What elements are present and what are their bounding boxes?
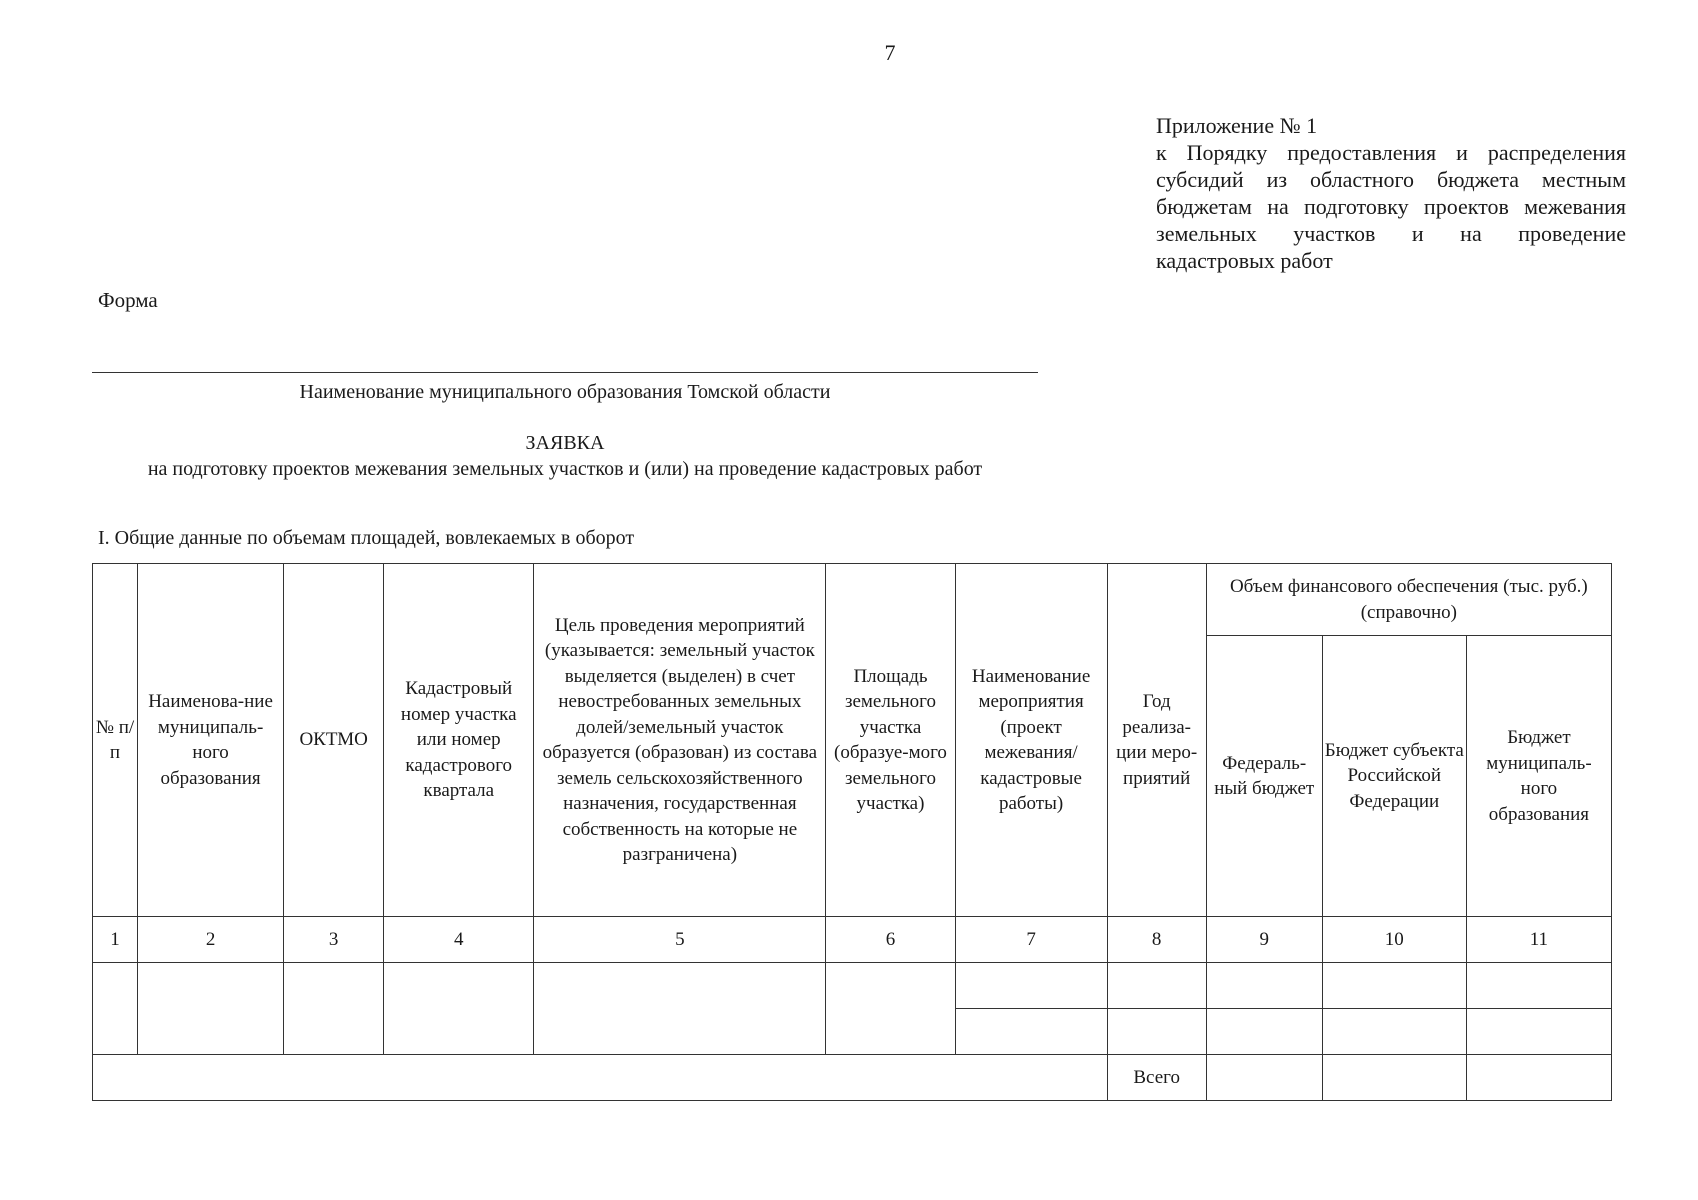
header-purpose: Цель проведения мероприятий (указывается: земельный участок выделяется (выделен) в счет невостребованных земельных долей/земельный участок образуется (образован) из состава земель сельскохозяйственного назначения, государственная собственность на которые не разграничена) [534, 564, 826, 917]
municipality-caption: Наименование муниципального образования Томской области [299, 381, 831, 403]
header-number: № п/п [93, 564, 138, 917]
column-number: 6 [826, 917, 955, 963]
data-row-1 [93, 963, 1612, 1009]
heading-subtitle: на подготовку проектов межевания земельных участков и (или) на проведение кадастровых работ [147, 458, 983, 480]
empty-cell[interactable] [1322, 1009, 1466, 1055]
appendix-body: к Порядку предоставления и распределения субсидий из областного бюджета местным бюджетам на подготовку проектов межевания земельных участков и на проведение кадастровых работ [1156, 140, 1626, 273]
header-cadastral-number: Кадастровый номер участка или номер кадастрового квартала [384, 564, 534, 917]
header-oktmo: ОКТМО [284, 564, 384, 917]
column-numbers-row [93, 917, 1612, 963]
column-number: 1 [93, 917, 138, 963]
empty-cell[interactable] [1107, 963, 1206, 1009]
column-number: 7 [955, 917, 1107, 963]
header-federal-budget: Федераль-ный бюджет [1206, 636, 1322, 917]
form-label: Форма [98, 288, 158, 312]
column-number: 4 [384, 917, 534, 963]
column-number: 11 [1466, 917, 1611, 963]
empty-cell[interactable] [955, 963, 1107, 1009]
total-spacer-cell [93, 1055, 1108, 1101]
column-number: 2 [138, 917, 284, 963]
column-number: 3 [284, 917, 384, 963]
appendix-block [1156, 112, 1626, 274]
empty-cell[interactable] [284, 963, 384, 1055]
empty-cell[interactable] [1107, 1009, 1206, 1055]
column-number: 8 [1107, 917, 1206, 963]
header-event-name: Наименование мероприятия (проект межевания/ кадастровые работы) [955, 564, 1107, 917]
document-heading [120, 430, 1010, 482]
total-row [93, 1055, 1612, 1101]
section-title: I. Общие данные по объемам площадей, вовлекаемых в оборот [98, 527, 635, 549]
header-financing-group: Объем финансового обеспечения (тыс. руб.) (справочно) [1206, 564, 1611, 636]
empty-cell[interactable] [534, 963, 826, 1055]
empty-cell[interactable] [955, 1009, 1107, 1055]
appendix-title: Приложение № 1 [1156, 113, 1318, 138]
column-number: 10 [1322, 917, 1466, 963]
column-number: 9 [1206, 917, 1322, 963]
total-federal-cell[interactable] [1206, 1055, 1322, 1101]
application-table [92, 563, 1612, 1101]
empty-cell[interactable] [1206, 1009, 1322, 1055]
empty-cell[interactable] [93, 963, 138, 1055]
total-regional-cell[interactable] [1322, 1055, 1466, 1101]
empty-cell[interactable] [1322, 963, 1466, 1009]
empty-cell[interactable] [384, 963, 534, 1055]
page-number: 7 [884, 40, 896, 65]
header-municipality: Наименова-ние муниципаль-ного образования [138, 564, 284, 917]
column-number: 5 [534, 917, 826, 963]
header-row-top [93, 564, 1612, 636]
empty-cell[interactable] [1466, 1009, 1611, 1055]
header-year: Год реализа-ции меро-приятий [1107, 564, 1206, 917]
municipality-fill-line[interactable] [92, 372, 1038, 373]
empty-cell[interactable] [138, 963, 284, 1055]
heading-title: ЗАЯВКА [525, 432, 605, 454]
empty-cell[interactable] [1466, 963, 1611, 1009]
header-area: Площадь земельного участка (образуе-мого земельного участка) [826, 564, 955, 917]
total-label: Всего [1107, 1055, 1206, 1101]
empty-cell[interactable] [826, 963, 955, 1055]
header-municipal-budget: Бюджет муниципаль-ного образования [1466, 636, 1611, 917]
empty-cell[interactable] [1206, 963, 1322, 1009]
header-regional-budget: Бюджет субъекта Российской Федерации [1322, 636, 1466, 917]
total-municipal-cell[interactable] [1466, 1055, 1611, 1101]
